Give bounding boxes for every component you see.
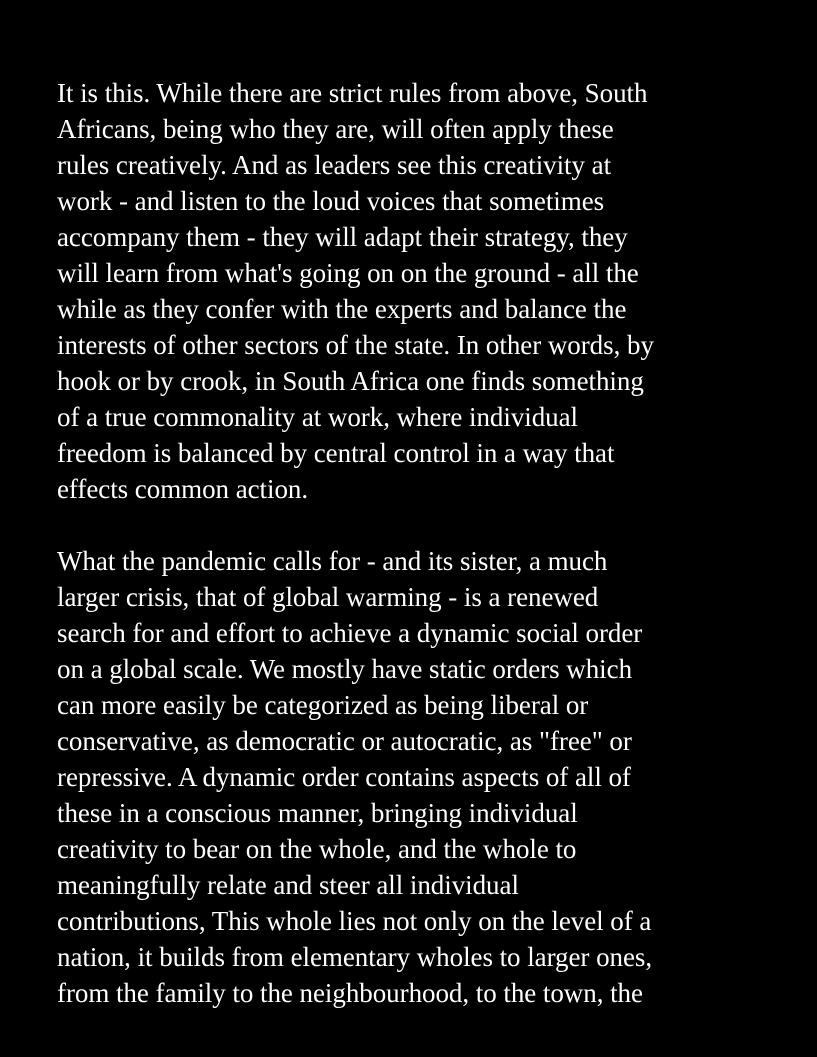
paragraph-spacer — [57, 507, 797, 543]
paragraph-line: freedom is balanced by central control in a way that — [57, 438, 615, 468]
paragraph-line: repressive. A dynamic order contains aspects of all of — [57, 762, 631, 792]
paragraph-line: can more easily be categorized as being liberal or — [57, 690, 589, 720]
paragraph-1 — [57, 75, 797, 507]
paragraph-line: rules creatively. And as leaders see this creativity at — [57, 150, 612, 180]
paragraph-line: meaningfully relate and steer all individual — [57, 870, 519, 900]
paragraph-line: work - and listen to the loud voices that sometimes — [57, 186, 605, 216]
paragraph-line: creativity to bear on the whole, and the whole to — [57, 834, 577, 864]
paragraph-line: Africans, being who they are, will often apply these — [57, 114, 614, 144]
paragraph-line: on a global scale. We mostly have static orders which — [57, 654, 633, 684]
paragraph-line: interests of other sectors of the state. In other words, by — [57, 330, 654, 360]
paragraph-line: nation, it builds from elementary wholes to larger ones, — [57, 942, 653, 972]
paragraph-2 — [57, 543, 797, 1011]
paragraph-line: these in a conscious manner, bringing individual — [57, 798, 578, 828]
paragraph-line: larger crisis, that of global warming - is a renewed — [57, 582, 599, 612]
paragraph-line: hook or by crook, in South Africa one finds something — [57, 366, 644, 396]
paragraph-line: contributions, This whole lies not only on the level of a — [57, 906, 652, 936]
paragraph-line: from the family to the neighbourhood, to the town, the — [57, 978, 643, 1008]
paragraph-line: while as they confer with the experts and balance the — [57, 294, 627, 324]
paragraph-line: conservative, as democratic or autocratic, as "free" or — [57, 726, 632, 756]
paragraph-line: effects common action. — [57, 474, 309, 504]
paragraph-line: will learn from what's going on on the ground - all the — [57, 258, 639, 288]
paragraph-line: of a true commonality at work, where individual — [57, 402, 578, 432]
document-text — [57, 75, 797, 1011]
paragraph-line: accompany them - they will adapt their strategy, they — [57, 222, 628, 252]
paragraph-line: What the pandemic calls for - and its sister, a much — [57, 546, 608, 576]
paragraph-line: It is this. While there are strict rules from above, South — [57, 78, 648, 108]
paragraph-line: search for and effort to achieve a dynamic social order — [57, 618, 643, 648]
